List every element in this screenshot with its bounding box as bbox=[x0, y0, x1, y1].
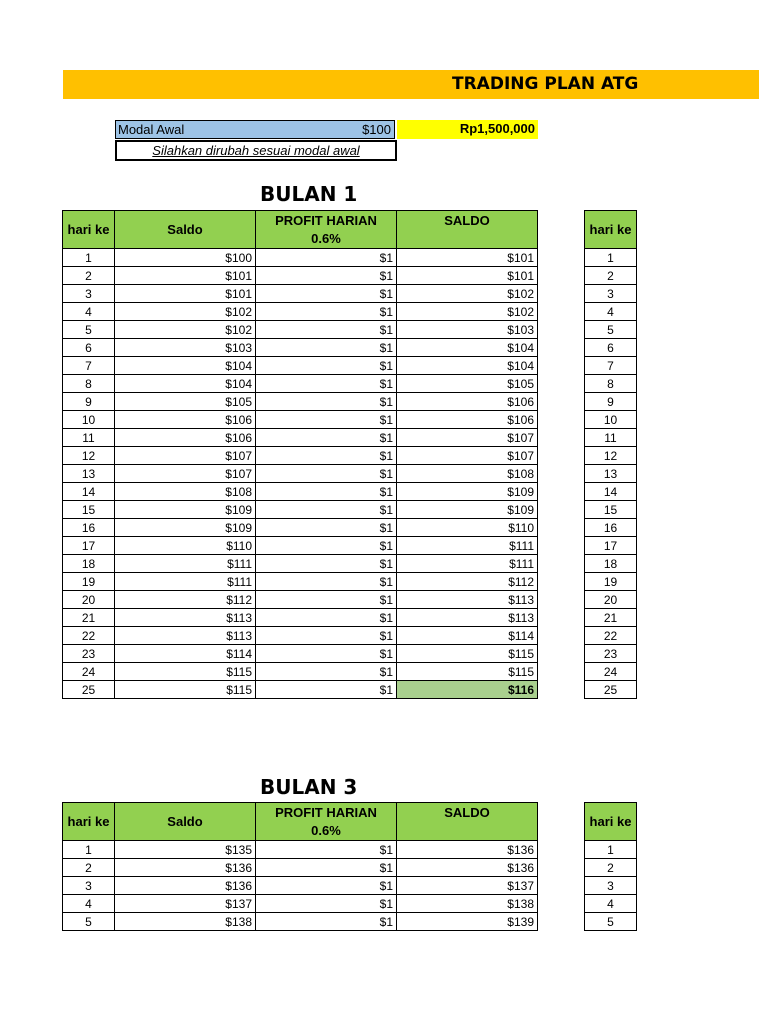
table-row bbox=[585, 429, 637, 447]
cell-hari-ke[interactable]: 11 bbox=[63, 429, 115, 447]
cell-saldo-akhir[interactable]: $101 bbox=[397, 249, 538, 267]
table-row bbox=[63, 537, 538, 555]
cell-hari-ke[interactable]: 17 bbox=[63, 537, 115, 555]
table-row bbox=[585, 913, 637, 931]
table-row bbox=[585, 681, 637, 699]
cell-saldo-akhir[interactable]: $115 bbox=[397, 663, 538, 681]
table-row bbox=[63, 859, 538, 877]
cell-hari-ke[interactable]: 1 bbox=[63, 841, 115, 859]
cell-hari-ke[interactable]: 3 bbox=[585, 285, 637, 303]
table-row bbox=[63, 609, 538, 627]
cell-hari-ke[interactable]: 7 bbox=[63, 357, 115, 375]
table-row bbox=[585, 483, 637, 501]
table-row bbox=[585, 411, 637, 429]
page-title: TRADING PLAN ATG bbox=[452, 74, 639, 94]
cell-hari-ke[interactable]: 18 bbox=[585, 555, 637, 573]
title-bar bbox=[63, 70, 759, 99]
cell-profit[interactable]: $1 bbox=[256, 483, 397, 501]
cell-hari-ke[interactable]: 25 bbox=[585, 681, 637, 699]
cell-saldo-akhir[interactable]: $136 bbox=[397, 859, 538, 877]
cell-hari-ke[interactable]: 24 bbox=[585, 663, 637, 681]
cell-profit[interactable]: $1 bbox=[256, 877, 397, 895]
cell-hari-ke[interactable]: 6 bbox=[585, 339, 637, 357]
header-saldo: Saldo bbox=[115, 803, 256, 841]
table-row bbox=[63, 501, 538, 519]
cell-profit[interactable]: $1 bbox=[256, 519, 397, 537]
cell-profit[interactable]: $1 bbox=[256, 393, 397, 411]
cell-hari-ke[interactable]: 23 bbox=[585, 645, 637, 663]
cell-profit[interactable]: $1 bbox=[256, 447, 397, 465]
table-row bbox=[63, 519, 538, 537]
bulan-1-table bbox=[62, 210, 538, 699]
cell-profit[interactable]: $1 bbox=[256, 267, 397, 285]
table-row bbox=[585, 841, 637, 859]
cell-saldo[interactable]: $103 bbox=[115, 339, 256, 357]
cell-profit[interactable]: $1 bbox=[256, 285, 397, 303]
cell-hari-ke[interactable]: 24 bbox=[63, 663, 115, 681]
cell-hari-ke[interactable]: 12 bbox=[63, 447, 115, 465]
table-row bbox=[63, 339, 538, 357]
cell-hari-ke[interactable]: 2 bbox=[63, 859, 115, 877]
cell-hari-ke[interactable]: 14 bbox=[585, 483, 637, 501]
table-row bbox=[63, 627, 538, 645]
cell-saldo-akhir[interactable]: $115 bbox=[397, 645, 538, 663]
table-row bbox=[585, 249, 637, 267]
bulan-3-side-table bbox=[584, 802, 637, 931]
table-row bbox=[63, 375, 538, 393]
cell-saldo[interactable]: $115 bbox=[115, 663, 256, 681]
cell-saldo[interactable]: $105 bbox=[115, 393, 256, 411]
cell-hari-ke[interactable]: 23 bbox=[63, 645, 115, 663]
cell-saldo[interactable]: $109 bbox=[115, 501, 256, 519]
cell-profit[interactable]: $1 bbox=[256, 609, 397, 627]
cell-hari-ke[interactable]: 21 bbox=[585, 609, 637, 627]
table-row bbox=[63, 663, 538, 681]
cell-profit[interactable]: $1 bbox=[256, 429, 397, 447]
cell-hari-ke[interactable]: 1 bbox=[585, 249, 637, 267]
bulan-3-table bbox=[62, 802, 538, 931]
cell-profit[interactable]: $1 bbox=[256, 555, 397, 573]
cell-profit[interactable]: $1 bbox=[256, 913, 397, 931]
cell-saldo[interactable]: $106 bbox=[115, 429, 256, 447]
cell-saldo-akhir[interactable]: $107 bbox=[397, 447, 538, 465]
header-saldo-akhir: SALDO bbox=[397, 211, 538, 249]
cell-profit[interactable]: $1 bbox=[256, 411, 397, 429]
cell-profit[interactable]: $1 bbox=[256, 537, 397, 555]
cell-hari-ke[interactable]: 3 bbox=[63, 285, 115, 303]
table-row bbox=[585, 895, 637, 913]
cell-hari-ke[interactable]: 20 bbox=[63, 591, 115, 609]
header-saldo: Saldo bbox=[115, 211, 256, 249]
cell-saldo[interactable]: $136 bbox=[115, 859, 256, 877]
table-row bbox=[585, 285, 637, 303]
cell-hari-ke[interactable]: 9 bbox=[63, 393, 115, 411]
table-row bbox=[585, 573, 637, 591]
table-row bbox=[63, 357, 538, 375]
cell-hari-ke[interactable]: 22 bbox=[63, 627, 115, 645]
modal-note: Silahkan dirubah sesuai modal awal bbox=[115, 140, 397, 161]
modal-idr-cell bbox=[397, 120, 538, 139]
table-row bbox=[63, 555, 538, 573]
cell-saldo[interactable]: $137 bbox=[115, 895, 256, 913]
modal-idr-value: Rp1,500,000 bbox=[459, 121, 535, 136]
modal-awal-label: Modal Awal bbox=[118, 122, 185, 137]
table-row bbox=[585, 393, 637, 411]
table-row bbox=[63, 841, 538, 859]
cell-saldo[interactable]: $113 bbox=[115, 609, 256, 627]
table-row bbox=[585, 321, 637, 339]
cell-saldo[interactable]: $101 bbox=[115, 285, 256, 303]
cell-saldo[interactable]: $112 bbox=[115, 591, 256, 609]
side-header-hari-ke: hari ke bbox=[585, 803, 637, 841]
table-row bbox=[63, 447, 538, 465]
table-row bbox=[585, 339, 637, 357]
cell-hari-ke[interactable]: 15 bbox=[585, 501, 637, 519]
table-row bbox=[63, 573, 538, 591]
cell-profit[interactable]: $1 bbox=[256, 249, 397, 267]
cell-hari-ke[interactable]: 2 bbox=[585, 859, 637, 877]
cell-hari-ke[interactable]: 3 bbox=[585, 877, 637, 895]
header-hari-ke: hari ke bbox=[63, 803, 115, 841]
cell-hari-ke[interactable]: 17 bbox=[585, 537, 637, 555]
table-row bbox=[585, 663, 637, 681]
table-row bbox=[585, 447, 637, 465]
cell-hari-ke[interactable]: 16 bbox=[63, 519, 115, 537]
cell-saldo-akhir[interactable]: $107 bbox=[397, 429, 538, 447]
cell-saldo[interactable]: $101 bbox=[115, 267, 256, 285]
cell-hari-ke[interactable]: 3 bbox=[63, 877, 115, 895]
cell-hari-ke[interactable]: 12 bbox=[585, 447, 637, 465]
cell-saldo-akhir[interactable]: $105 bbox=[397, 375, 538, 393]
table-row bbox=[63, 429, 538, 447]
cell-saldo-akhir[interactable]: $111 bbox=[397, 555, 538, 573]
cell-saldo[interactable]: $109 bbox=[115, 519, 256, 537]
cell-saldo[interactable]: $107 bbox=[115, 465, 256, 483]
cell-saldo-akhir[interactable]: $101 bbox=[397, 267, 538, 285]
cell-hari-ke[interactable]: 4 bbox=[585, 303, 637, 321]
cell-saldo[interactable]: $104 bbox=[115, 375, 256, 393]
table-row bbox=[63, 267, 538, 285]
cell-profit[interactable]: $1 bbox=[256, 303, 397, 321]
bulan-3-heading: BULAN 3 bbox=[260, 775, 358, 799]
cell-saldo-akhir[interactable]: $112 bbox=[397, 573, 538, 591]
cell-saldo-akhir[interactable]: $104 bbox=[397, 339, 538, 357]
cell-saldo[interactable]: $107 bbox=[115, 447, 256, 465]
cell-hari-ke[interactable]: 25 bbox=[63, 681, 115, 699]
table-row bbox=[585, 537, 637, 555]
cell-profit[interactable]: $1 bbox=[256, 375, 397, 393]
cell-hari-ke[interactable]: 5 bbox=[63, 913, 115, 931]
cell-saldo-akhir[interactable]: $113 bbox=[397, 609, 538, 627]
cell-hari-ke[interactable]: 2 bbox=[585, 267, 637, 285]
cell-saldo-akhir[interactable]: $113 bbox=[397, 591, 538, 609]
table-row bbox=[585, 627, 637, 645]
cell-hari-ke[interactable]: 13 bbox=[585, 465, 637, 483]
cell-saldo-akhir[interactable]: $138 bbox=[397, 895, 538, 913]
table-row bbox=[585, 591, 637, 609]
cell-profit[interactable]: $1 bbox=[256, 321, 397, 339]
table-row bbox=[585, 645, 637, 663]
cell-hari-ke[interactable]: 19 bbox=[63, 573, 115, 591]
cell-saldo-akhir[interactable]: $111 bbox=[397, 537, 538, 555]
table-row bbox=[585, 555, 637, 573]
cell-hari-ke[interactable]: 10 bbox=[585, 411, 637, 429]
cell-saldo[interactable]: $136 bbox=[115, 877, 256, 895]
cell-hari-ke[interactable]: 5 bbox=[585, 913, 637, 931]
table-row bbox=[63, 877, 538, 895]
cell-hari-ke[interactable]: 11 bbox=[585, 429, 637, 447]
cell-hari-ke[interactable]: 1 bbox=[63, 249, 115, 267]
cell-hari-ke[interactable]: 5 bbox=[585, 321, 637, 339]
cell-saldo[interactable]: $108 bbox=[115, 483, 256, 501]
table-row bbox=[585, 267, 637, 285]
cell-hari-ke[interactable]: 6 bbox=[63, 339, 115, 357]
cell-profit[interactable]: $1 bbox=[256, 573, 397, 591]
cell-saldo[interactable]: $138 bbox=[115, 913, 256, 931]
cell-saldo-akhir[interactable]: $104 bbox=[397, 357, 538, 375]
cell-saldo[interactable]: $114 bbox=[115, 645, 256, 663]
cell-hari-ke[interactable]: 18 bbox=[63, 555, 115, 573]
table-row bbox=[585, 375, 637, 393]
cell-profit[interactable]: $1 bbox=[256, 357, 397, 375]
table-row bbox=[585, 465, 637, 483]
cell-saldo[interactable]: $135 bbox=[115, 841, 256, 859]
cell-hari-ke[interactable]: 22 bbox=[585, 627, 637, 645]
table-row bbox=[585, 859, 637, 877]
cell-hari-ke[interactable]: 5 bbox=[63, 321, 115, 339]
cell-saldo-akhir[interactable]: $102 bbox=[397, 303, 538, 321]
table-row bbox=[63, 591, 538, 609]
cell-hari-ke[interactable]: 16 bbox=[585, 519, 637, 537]
header-profit-harian: PROFIT HARIAN 0.6% bbox=[256, 803, 397, 841]
cell-saldo-akhir[interactable]: $136 bbox=[397, 841, 538, 859]
table-row bbox=[63, 645, 538, 663]
header-profit-harian: PROFIT HARIAN 0.6% bbox=[256, 211, 397, 249]
cell-hari-ke[interactable]: 21 bbox=[63, 609, 115, 627]
cell-saldo[interactable]: $106 bbox=[115, 411, 256, 429]
cell-saldo-akhir[interactable]: $106 bbox=[397, 411, 538, 429]
cell-hari-ke[interactable]: 15 bbox=[63, 501, 115, 519]
cell-hari-ke[interactable]: 4 bbox=[63, 303, 115, 321]
cell-hari-ke[interactable]: 1 bbox=[585, 841, 637, 859]
cell-saldo-akhir[interactable]: $116 bbox=[397, 681, 538, 699]
cell-profit[interactable]: $1 bbox=[256, 895, 397, 913]
cell-profit[interactable]: $1 bbox=[256, 501, 397, 519]
bulan-1-side-table bbox=[584, 210, 637, 699]
cell-saldo[interactable]: $102 bbox=[115, 321, 256, 339]
table-row bbox=[63, 465, 538, 483]
cell-hari-ke[interactable]: 8 bbox=[585, 375, 637, 393]
cell-profit[interactable]: $1 bbox=[256, 591, 397, 609]
table-row bbox=[585, 357, 637, 375]
cell-profit[interactable]: $1 bbox=[256, 627, 397, 645]
cell-hari-ke[interactable]: 4 bbox=[585, 895, 637, 913]
table-row bbox=[585, 501, 637, 519]
table-row bbox=[63, 913, 538, 931]
table-row bbox=[585, 877, 637, 895]
side-header-hari-ke: hari ke bbox=[585, 211, 637, 249]
cell-saldo[interactable]: $111 bbox=[115, 573, 256, 591]
table-row bbox=[585, 303, 637, 321]
table-row bbox=[63, 393, 538, 411]
table-row bbox=[63, 285, 538, 303]
cell-hari-ke[interactable]: 8 bbox=[63, 375, 115, 393]
cell-saldo-akhir[interactable]: $139 bbox=[397, 913, 538, 931]
cell-saldo[interactable]: $113 bbox=[115, 627, 256, 645]
cell-profit[interactable]: $1 bbox=[256, 681, 397, 699]
table-row bbox=[63, 411, 538, 429]
cell-hari-ke[interactable]: 13 bbox=[63, 465, 115, 483]
bulan-1-heading: BULAN 1 bbox=[260, 182, 358, 206]
table-row bbox=[63, 483, 538, 501]
cell-hari-ke[interactable]: 4 bbox=[63, 895, 115, 913]
cell-saldo-akhir[interactable]: $109 bbox=[397, 501, 538, 519]
cell-saldo-akhir[interactable]: $110 bbox=[397, 519, 538, 537]
cell-saldo[interactable]: $115 bbox=[115, 681, 256, 699]
cell-profit[interactable]: $1 bbox=[256, 645, 397, 663]
cell-saldo[interactable]: $110 bbox=[115, 537, 256, 555]
table-row bbox=[63, 895, 538, 913]
cell-saldo-akhir[interactable]: $106 bbox=[397, 393, 538, 411]
cell-hari-ke[interactable]: 20 bbox=[585, 591, 637, 609]
table-row bbox=[63, 303, 538, 321]
cell-hari-ke[interactable]: 19 bbox=[585, 573, 637, 591]
cell-profit[interactable]: $1 bbox=[256, 465, 397, 483]
cell-saldo[interactable]: $100 bbox=[115, 249, 256, 267]
table-row bbox=[585, 519, 637, 537]
cell-hari-ke[interactable]: 10 bbox=[63, 411, 115, 429]
table-row bbox=[63, 321, 538, 339]
modal-awal-row[interactable] bbox=[115, 120, 395, 139]
cell-profit[interactable]: $1 bbox=[256, 339, 397, 357]
cell-saldo-akhir[interactable]: $103 bbox=[397, 321, 538, 339]
header-hari-ke: hari ke bbox=[63, 211, 115, 249]
cell-hari-ke[interactable]: 14 bbox=[63, 483, 115, 501]
cell-hari-ke[interactable]: 7 bbox=[585, 357, 637, 375]
cell-saldo-akhir[interactable]: $109 bbox=[397, 483, 538, 501]
cell-profit[interactable]: $1 bbox=[256, 859, 397, 877]
cell-saldo[interactable]: $102 bbox=[115, 303, 256, 321]
table-row bbox=[585, 609, 637, 627]
cell-saldo-akhir[interactable]: $108 bbox=[397, 465, 538, 483]
cell-saldo-akhir[interactable]: $137 bbox=[397, 877, 538, 895]
cell-saldo-akhir[interactable]: $114 bbox=[397, 627, 538, 645]
cell-saldo[interactable]: $111 bbox=[115, 555, 256, 573]
header-saldo-akhir: SALDO bbox=[397, 803, 538, 841]
cell-hari-ke[interactable]: 9 bbox=[585, 393, 637, 411]
cell-profit[interactable]: $1 bbox=[256, 663, 397, 681]
table-row bbox=[63, 249, 538, 267]
cell-saldo[interactable]: $104 bbox=[115, 357, 256, 375]
cell-saldo-akhir[interactable]: $102 bbox=[397, 285, 538, 303]
cell-hari-ke[interactable]: 2 bbox=[63, 267, 115, 285]
cell-profit[interactable]: $1 bbox=[256, 841, 397, 859]
modal-awal-value[interactable]: $100 bbox=[362, 122, 391, 137]
table-row bbox=[63, 681, 538, 699]
